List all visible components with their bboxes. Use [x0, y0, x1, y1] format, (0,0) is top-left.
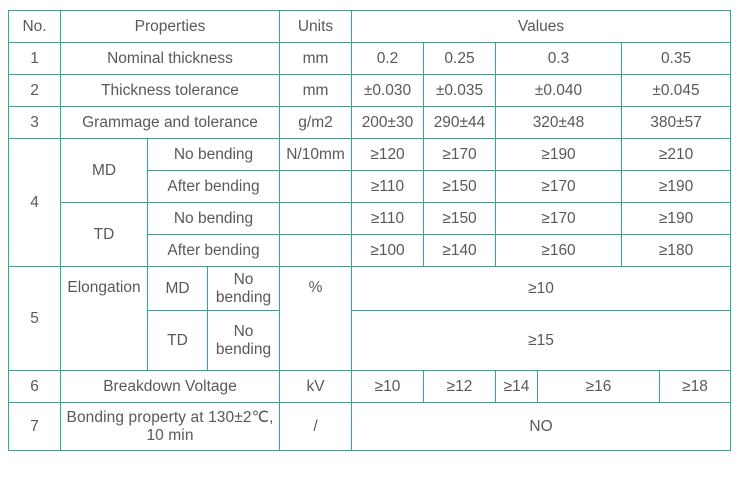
table-row: [9, 371, 731, 403]
property-label: Breakdown Voltage: [61, 371, 280, 403]
direction-label: MD: [61, 139, 148, 203]
value-cell: 320±48: [496, 107, 622, 139]
row-number: 6: [9, 371, 61, 403]
property-label: Thickness tolerance: [61, 75, 280, 107]
value-cell: 200±30: [352, 107, 424, 139]
value-cell: ≥170: [496, 203, 622, 235]
unit-cell: /: [280, 403, 352, 451]
table-row: [9, 43, 731, 75]
condition-label: After bending: [148, 235, 280, 267]
value-cell: ≥140: [424, 235, 496, 267]
table-row: [9, 267, 731, 311]
properties-table: [8, 10, 731, 451]
header-row: [9, 11, 731, 43]
unit-cell-empty: [280, 203, 352, 235]
row-number: 4: [9, 139, 61, 267]
value-cell: ≥210: [622, 139, 731, 171]
unit-cell: g/m2: [280, 107, 352, 139]
value-cell: ±0.045: [622, 75, 731, 107]
value-cell: ≥120: [352, 139, 424, 171]
row-number: 7: [9, 403, 61, 451]
direction-label: TD: [61, 203, 148, 267]
value-cell: 0.25: [424, 43, 496, 75]
value-cell: ≥10: [352, 267, 731, 311]
table-row: [9, 107, 731, 139]
table-row: [9, 403, 731, 451]
value-cell: ±0.040: [496, 75, 622, 107]
value-cell: 380±57: [622, 107, 731, 139]
unit-cell: %: [280, 267, 352, 371]
header-no: No.: [9, 11, 61, 43]
row-number: 3: [9, 107, 61, 139]
value-cell: ±0.035: [424, 75, 496, 107]
direction-label: TD: [148, 311, 208, 371]
table-row: [9, 75, 731, 107]
property-label: Bonding property at 130±2℃, 10 min: [61, 403, 280, 451]
unit-cell-empty: [280, 171, 352, 203]
property-label: Grammage and tolerance: [61, 107, 280, 139]
value-cell: ≥190: [622, 203, 731, 235]
direction-label: MD: [148, 267, 208, 311]
property-label: Elongation: [61, 267, 148, 371]
header-units: Units: [280, 11, 352, 43]
row-number: 2: [9, 75, 61, 107]
header-properties: Properties: [61, 11, 280, 43]
unit-cell-empty: [280, 235, 352, 267]
value-cell: ≥170: [496, 171, 622, 203]
condition-label: After bending: [148, 171, 280, 203]
value-cell: ≥110: [352, 203, 424, 235]
unit-cell: mm: [280, 43, 352, 75]
row-number: 1: [9, 43, 61, 75]
value-cell: ±0.030: [352, 75, 424, 107]
value-cell: NO: [352, 403, 731, 451]
value-cell: ≥150: [424, 203, 496, 235]
value-cell: ≥12: [424, 371, 496, 403]
condition-label: No bending: [148, 139, 280, 171]
condition-label: No bending: [208, 311, 280, 371]
value-cell: ≥170: [424, 139, 496, 171]
unit-cell: mm: [280, 75, 352, 107]
value-cell: ≥160: [496, 235, 622, 267]
table-row: [9, 203, 731, 235]
condition-label: No bending: [148, 203, 280, 235]
value-cell: ≥10: [352, 371, 424, 403]
value-cell: 290±44: [424, 107, 496, 139]
row-number: 5: [9, 267, 61, 371]
value-cell: ≥150: [424, 171, 496, 203]
value-cell: ≥190: [496, 139, 622, 171]
value-cell: ≥18: [660, 371, 731, 403]
value-cell: ≥100: [352, 235, 424, 267]
table-row: [9, 139, 731, 171]
value-cell: ≥190: [622, 171, 731, 203]
unit-cell: kV: [280, 371, 352, 403]
value-cell: ≥15: [352, 311, 731, 371]
value-cell: ≥180: [622, 235, 731, 267]
value-cell: ≥16: [538, 371, 660, 403]
unit-cell: N/10mm: [280, 139, 352, 171]
value-cell: ≥14: [496, 371, 538, 403]
value-cell: 0.3: [496, 43, 622, 75]
condition-label: No bending: [208, 267, 280, 311]
value-cell: ≥110: [352, 171, 424, 203]
value-cell: 0.35: [622, 43, 731, 75]
value-cell: 0.2: [352, 43, 424, 75]
property-label: Nominal thickness: [61, 43, 280, 75]
header-values: Values: [352, 11, 731, 43]
